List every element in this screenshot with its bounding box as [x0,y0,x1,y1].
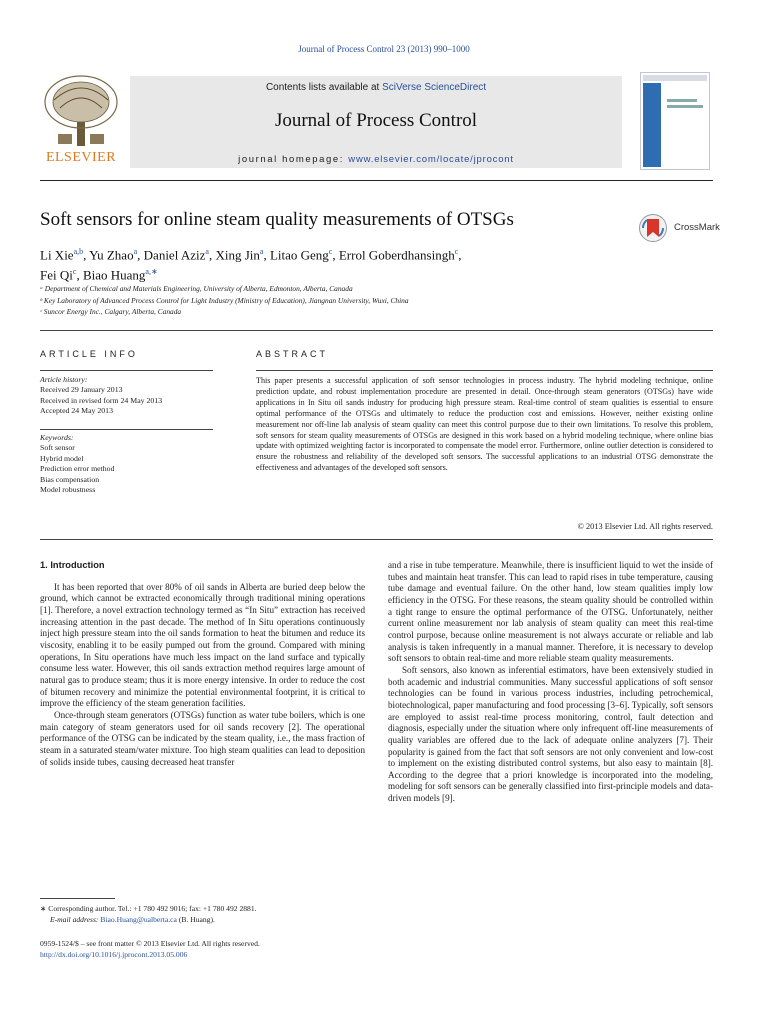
keywords [40,433,213,495]
body-column-left [40,560,365,768]
history-label: Article history: [40,375,88,384]
affiliation-line: ᵃ Department of Chemical and Materials Engineering, University of Alberta, Edmonton, Alberta, Canada [40,284,353,293]
author-affiliation-mark[interactable]: a,b [73,247,84,256]
abstract-heading: ABSTRACT [256,349,329,359]
masthead-rule [40,180,713,181]
affiliation-line: ᶜ Suncor Energy Inc., Calgary, Alberta, Canada [40,307,182,316]
author-name: Litao Geng [269,247,329,263]
author-name: Biao Huang [82,267,146,283]
author-name: Yu Zhao [89,247,134,263]
keyword: Bias compensation [40,474,100,484]
abstract-copyright: © 2013 Elsevier Ltd. All rights reserved. [577,522,713,531]
crossmark-label: CrossMark [674,222,720,233]
author-affiliation-mark[interactable]: a [133,247,138,256]
email-line [40,915,370,926]
author-name: Daniel Aziz [143,247,206,263]
masthead [40,72,730,172]
keyword: Soft sensor [40,443,75,453]
article-history [40,375,213,417]
article-title: Soft sensors for online steam quality measurements of OTSGs [40,209,514,230]
section-heading: 1. Introduction [40,560,105,570]
keywords-label: Keywords: [40,433,74,442]
homepage-line [130,154,622,165]
abstract-rule [256,370,713,371]
paragraph: Once-through steam generators (OTSGs) function as water tube boilers, which is one main category of steam generators used for oil sands recovery [2]. The operational performance of the OTSG can be indicated by the steam quality, i.e., the mass fraction of steam in a saturated steam/water mixture. Too high steam qualities can lead to deposition of solids inside tubes, causing decreased heat transfer [40,709,365,767]
article-info-rule [40,370,213,371]
corresponding-author: ∗ Corresponding author. Tel.: +1 780 492 9016; fax: +1 780 492 2881. [40,904,257,913]
author-name: Fei Qi [40,267,73,283]
footnote-rule [40,898,115,899]
author-name: Xing Jin [215,247,260,263]
author-affiliation-mark[interactable]: c [328,247,333,256]
email-label: E-mail address: [50,914,101,924]
keyword: Prediction error method [40,464,115,474]
keyword: Model robustness [40,485,96,495]
crossmark-button[interactable] [638,213,728,243]
author-name: Errol Goberdhansingh [338,247,455,263]
author-affiliation-mark[interactable]: c [72,267,77,277]
author-affiliation-mark[interactable]: a [259,247,264,256]
body-column-right [388,560,713,805]
journal-cover-thumbnail [640,72,710,170]
homepage-link[interactable]: www.elsevier.com/locate/jprocont [348,154,514,165]
author-affiliation-mark[interactable]: a [205,247,209,256]
contents-prefix: Contents lists available at [265,82,383,93]
history-item: Accepted 24 May 2013 [40,406,113,416]
paragraph: Soft sensors, also known as inferential estimators, have been extensively studied in both academic and industrial communities. Many successful applications of soft sensor technologies can be found in various process industries, including petrochemical, biotechnological, paper manufacturing and food processing [3–6]. Typically, soft sensors are employed to assist real-time process monitoring, control, fault detection and diagnosis, especially under the situation where only infrequent off-line measurements of quality variables are offered due to the lack of adequate online analyzers [7]. Their popularity is gained from the fact that soft sensors are not only convenient and low-cost to implement on the existing distributed control systems, but also easy to maintain [8]. According to the degree that a priori knowledge is incorporated into the modeling, modeling for soft sensors can be generally classified into first-principle models and data-driven models [9]. [388,664,713,804]
elsevier-tree-logo [40,72,122,168]
article-info-heading: ARTICLE INFO [40,349,138,359]
author-affiliation-mark[interactable]: c [454,247,459,256]
journal-title: Journal of Process Control [274,110,478,131]
keyword: Hybrid model [40,453,84,463]
history-item: Received 29 January 2013 [40,385,123,395]
email-suffix: (B. Huang). [176,914,215,924]
masthead-banner [130,76,622,168]
journal-citation-link[interactable]: Journal of Process Control 23 (2013) 990–1000 [298,44,470,54]
abstract-text: This paper presents a successful application of soft sensor technologies in process industry. The hybrid modeling technique, online prediction update, and robust implementation procedure are presented in detail. Once-through steam generators (OTSGs) have wide applications in In Situ oil sands industry for producing high pressure steam. Real-time control of steam qualities is essential to ensure optimal performance of the OTSGs and ultimately to reduce the production cost and emissions. However, neither existing online measurement nor off-line lab analysis of steam quality can meet this control purpose due to their own limitations. To resolve this problem, soft sensors for steam quality measurements of OTSGs are designed in this work based on a hybrid modeling technique, where online bias update with optimized weighting factor is incorporated to compensate the model error. Furthermore, online outlier detection is considered to ensure the robustness and reliability of the developed soft sensors. The successful applications to an industrial OTSG demonstrate the effectiveness and advantages of the developed soft sensors. [256,376,713,473]
author-list: Li Xie$^{a,b}$, Yu Zhao$^a$, Daniel Aziz$^a$, Xing Jin$^a$, Litao Geng$^c$, Errol Goberdhansingh$^c$, Fei Qi$^c$, Biao Huang$^{a,∗}$ [40,247,462,283]
header-rule [40,330,713,331]
paragraph: It has been reported that over 80% of oil sands in Alberta are buried deep below the ground, which cannot be extracted economically through traditional mining operations [1]. Therefore, a novel extraction technology termed as “In Situ” extraction has received increasing attention in the past decade. The method of In Situ operations continuously inject high pressure steam into the oil sands formation to heat the bitumen and reduce its viscosity, enabling it to be easily pumped out from the ground. Compared with mining operations, In Situ operations have much less impact on the land surface and typically consume less water. However, this oil sands extraction method requires large amount of natural gas to produce steam; thus it is more energy intensive. In order to reduce the cost of bitumen recovery and minimize the potential environmental footprint, it is critical to improve the efficiency of the steam generation facilities. [40,581,365,709]
author-affiliation-mark[interactable]: a,∗ [145,267,158,277]
homepage-prefix: journal homepage: [238,154,349,165]
sciencedirect-link[interactable]: SciVerse ScienceDirect [382,82,487,93]
affiliations [40,283,730,318]
email-link[interactable]: Biao.Huang@ualberta.ca [100,914,177,924]
publisher-name: ELSEVIER [45,150,117,165]
abstract-bottom-rule [40,539,713,540]
history-item: Received in revised form 24 May 2013 [40,395,163,405]
issn-line: 0959-1524/$ – see front matter © 2013 Elsevier Ltd. All rights reserved. [40,939,260,948]
crossmark-icon [638,213,668,243]
author-name: Li Xie [40,247,74,263]
doi-link[interactable]: http://dx.doi.org/10.1016/j.jprocont.2013.05.006 [40,950,188,959]
front-matter [40,938,440,960]
corresponding-author-footnote [40,904,370,925]
paragraph: and a rise in tube temperature. Meanwhile, there is insufficient liquid to wet the inside of tubes and maintain heat transfer. This can lead to rapid rises in tube temperature, causing tube damage and eventual failure. On the other hand, low steam qualities imply low efficiency in the OTSG. For these reasons, the steam quality should be controlled within a tight range to ensure the optimal performance of the OTSG. Unfortunately, neither current online measurement nor lab analysis of steam quality can meet this real-time control purpose, because online measurement is not always accurate or reliable and lab analysis is taken infrequently in a manual manner. Therefore, it is necessary to develop soft sensors to obtain real-time and more reliable steam quality measurements. [388,560,713,664]
keywords-rule [40,429,213,430]
affiliation-line: ᵇ Key Laboratory of Advanced Process Control for Light Industry (Ministry of Education), Jiangnan University, Wuxi, China [40,295,409,305]
contents-line [130,82,622,93]
